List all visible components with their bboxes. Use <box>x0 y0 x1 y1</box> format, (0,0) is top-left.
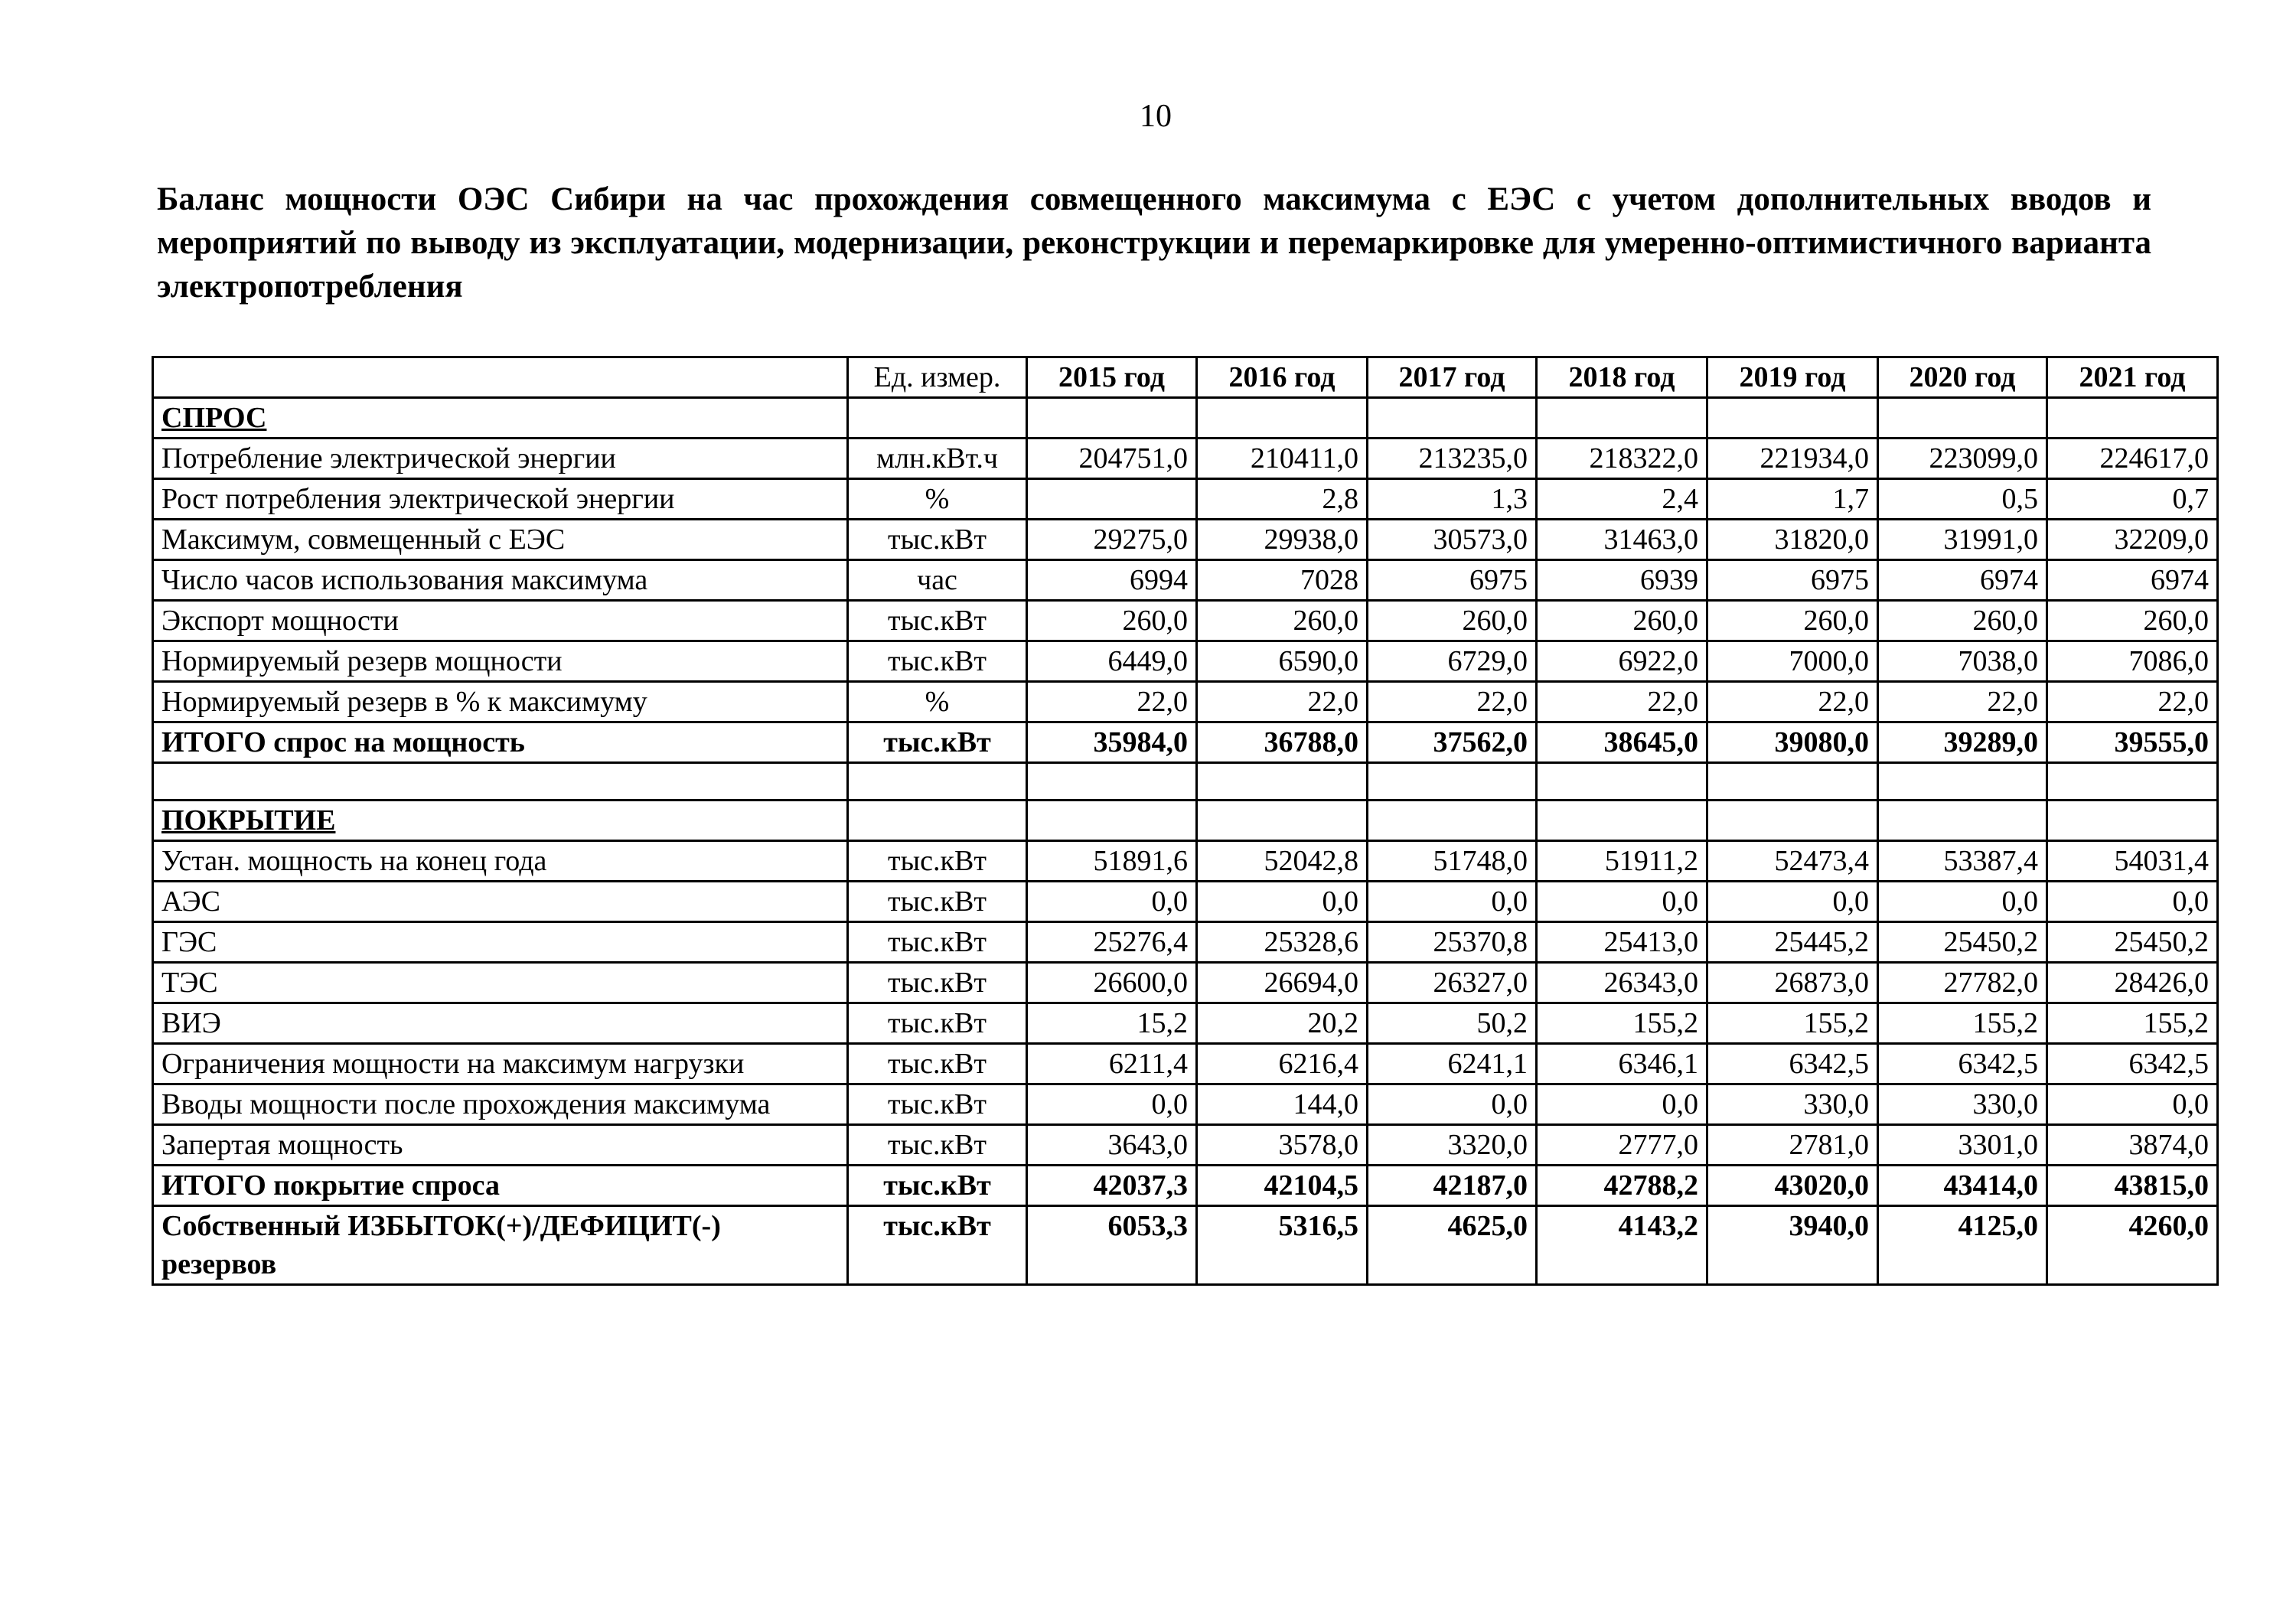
value-cell: 0,0 <box>1197 882 1368 922</box>
value-cell: 6342,5 <box>1707 1044 1878 1084</box>
table-row <box>153 882 2218 922</box>
row-label: Вводы мощности после прохождения максимума <box>153 1084 848 1125</box>
value-cell: 25413,0 <box>1537 922 1707 963</box>
value-cell: 6449,0 <box>1027 641 1197 682</box>
value-cell: 6211,4 <box>1027 1044 1197 1084</box>
value-cell: 25450,2 <box>2047 922 2218 963</box>
value-cell <box>1707 763 1878 801</box>
value-cell: 3643,0 <box>1027 1125 1197 1166</box>
row-label: Потребление электрической энергии <box>153 439 848 479</box>
value-cell: 3301,0 <box>1878 1125 2047 1166</box>
value-cell: 4260,0 <box>2047 1206 2218 1285</box>
value-cell: 6939 <box>1537 560 1707 601</box>
unit-cell: тыс.кВт <box>848 1084 1027 1125</box>
row-label <box>153 398 848 439</box>
value-cell: 6975 <box>1707 560 1878 601</box>
header-label-cell <box>153 357 848 398</box>
value-cell: 43414,0 <box>1878 1166 2047 1206</box>
row-label <box>153 763 848 801</box>
unit-cell <box>848 801 1027 841</box>
table-row <box>153 641 2218 682</box>
value-cell <box>1027 398 1197 439</box>
power-balance-table <box>152 356 2219 1286</box>
header-year-cell: 2015 год <box>1027 357 1197 398</box>
value-cell: 3874,0 <box>2047 1125 2218 1166</box>
value-cell: 7038,0 <box>1878 641 2047 682</box>
section-row <box>153 801 2218 841</box>
table-header-row <box>153 357 2218 398</box>
value-cell: 25445,2 <box>1707 922 1878 963</box>
value-cell <box>1878 763 2047 801</box>
value-cell: 38645,0 <box>1537 722 1707 763</box>
header-unit-cell: Ед. измер. <box>848 357 1027 398</box>
value-cell: 260,0 <box>1197 601 1368 641</box>
table-row <box>153 922 2218 963</box>
unit-cell: тыс.кВт <box>848 882 1027 922</box>
unit-cell: тыс.кВт <box>848 963 1027 1003</box>
value-cell: 3578,0 <box>1197 1125 1368 1166</box>
value-cell <box>1537 801 1707 841</box>
row-label: Нормируемый резерв мощности <box>153 641 848 682</box>
value-cell: 6975 <box>1368 560 1537 601</box>
row-label: Собственный ИЗБЫТОК(+)/ДЕФИЦИТ(-) резервов <box>153 1206 848 1285</box>
value-cell: 28426,0 <box>2047 963 2218 1003</box>
value-cell: 6994 <box>1027 560 1197 601</box>
unit-cell: млн.кВт.ч <box>848 439 1027 479</box>
row-label: ГЭС <box>153 922 848 963</box>
row-label <box>153 801 848 841</box>
value-cell: 6922,0 <box>1537 641 1707 682</box>
unit-cell: тыс.кВт <box>848 1166 1027 1206</box>
value-cell: 43020,0 <box>1707 1166 1878 1206</box>
value-cell <box>1197 398 1368 439</box>
row-label: Экспорт мощности <box>153 601 848 641</box>
table-row <box>153 1003 2218 1044</box>
table-row <box>153 1044 2218 1084</box>
value-cell <box>1368 398 1537 439</box>
section-title: СПРОС <box>161 402 267 434</box>
value-cell <box>1027 479 1197 520</box>
value-cell: 37562,0 <box>1368 722 1537 763</box>
table-row <box>153 841 2218 882</box>
page-number: 10 <box>1140 99 1172 134</box>
value-cell: 155,2 <box>1878 1003 2047 1044</box>
value-cell: 2781,0 <box>1707 1125 1878 1166</box>
unit-cell: тыс.кВт <box>848 722 1027 763</box>
value-cell: 155,2 <box>1537 1003 1707 1044</box>
value-cell: 22,0 <box>1368 682 1537 722</box>
value-cell: 25276,4 <box>1027 922 1197 963</box>
value-cell: 42104,5 <box>1197 1166 1368 1206</box>
row-label: Максимум, совмещенный с ЕЭС <box>153 520 848 560</box>
table-row <box>153 1084 2218 1125</box>
value-cell <box>1878 398 2047 439</box>
value-cell: 22,0 <box>1707 682 1878 722</box>
value-cell: 260,0 <box>1368 601 1537 641</box>
value-cell: 22,0 <box>2047 682 2218 722</box>
row-label: ТЭС <box>153 963 848 1003</box>
value-cell: 0,0 <box>1878 882 2047 922</box>
value-cell: 52473,4 <box>1707 841 1878 882</box>
value-cell: 39080,0 <box>1707 722 1878 763</box>
value-cell: 4143,2 <box>1537 1206 1707 1285</box>
header-year-cell: 2018 год <box>1537 357 1707 398</box>
value-cell: 6974 <box>2047 560 2218 601</box>
value-cell: 0,0 <box>2047 1084 2218 1125</box>
unit-cell: тыс.кВт <box>848 520 1027 560</box>
header-year-cell: 2020 год <box>1878 357 2047 398</box>
value-cell: 221934,0 <box>1707 439 1878 479</box>
value-cell: 260,0 <box>1878 601 2047 641</box>
header-year-cell: 2021 год <box>2047 357 2218 398</box>
value-cell <box>1027 763 1197 801</box>
value-cell: 51748,0 <box>1368 841 1537 882</box>
value-cell: 4125,0 <box>1878 1206 2047 1285</box>
value-cell: 6216,4 <box>1197 1044 1368 1084</box>
value-cell: 39555,0 <box>2047 722 2218 763</box>
table-row <box>153 601 2218 641</box>
header-year-cell: 2017 год <box>1368 357 1537 398</box>
value-cell <box>1368 763 1537 801</box>
value-cell: 6346,1 <box>1537 1044 1707 1084</box>
value-cell: 22,0 <box>1027 682 1197 722</box>
value-cell: 6342,5 <box>1878 1044 2047 1084</box>
value-cell: 5316,5 <box>1197 1206 1368 1285</box>
value-cell: 260,0 <box>1707 601 1878 641</box>
row-label: Число часов использования максимума <box>153 560 848 601</box>
row-label: ВИЭ <box>153 1003 848 1044</box>
value-cell: 330,0 <box>1707 1084 1878 1125</box>
unit-cell: тыс.кВт <box>848 841 1027 882</box>
unit-cell: тыс.кВт <box>848 1206 1027 1285</box>
value-cell: 6974 <box>1878 560 2047 601</box>
value-cell: 26600,0 <box>1027 963 1197 1003</box>
value-cell: 224617,0 <box>2047 439 2218 479</box>
value-cell: 1,3 <box>1368 479 1537 520</box>
value-cell: 20,2 <box>1197 1003 1368 1044</box>
value-cell: 42788,2 <box>1537 1166 1707 1206</box>
table-row <box>153 439 2218 479</box>
value-cell: 0,7 <box>2047 479 2218 520</box>
value-cell: 29275,0 <box>1027 520 1197 560</box>
unit-cell <box>848 763 1027 801</box>
value-cell: 6053,3 <box>1027 1206 1197 1285</box>
value-cell: 27782,0 <box>1878 963 2047 1003</box>
value-cell: 0,0 <box>1707 882 1878 922</box>
value-cell <box>2047 763 2218 801</box>
table-row <box>153 963 2218 1003</box>
total-row <box>153 1166 2218 1206</box>
header-year-cell: 2019 год <box>1707 357 1878 398</box>
value-cell: 32209,0 <box>2047 520 2218 560</box>
value-cell: 223099,0 <box>1878 439 2047 479</box>
value-cell: 42037,3 <box>1027 1166 1197 1206</box>
value-cell: 0,0 <box>1027 882 1197 922</box>
value-cell: 30573,0 <box>1368 520 1537 560</box>
value-cell <box>1537 398 1707 439</box>
value-cell: 26694,0 <box>1197 963 1368 1003</box>
value-cell: 204751,0 <box>1027 439 1197 479</box>
row-label: Рост потребления электрической энергии <box>153 479 848 520</box>
value-cell: 155,2 <box>1707 1003 1878 1044</box>
value-cell: 51891,6 <box>1027 841 1197 882</box>
total-row <box>153 1206 2218 1285</box>
value-cell <box>1707 801 1878 841</box>
value-cell: 260,0 <box>1027 601 1197 641</box>
value-cell <box>1368 801 1537 841</box>
value-cell: 210411,0 <box>1197 439 1368 479</box>
value-cell: 54031,4 <box>2047 841 2218 882</box>
value-cell: 31991,0 <box>1878 520 2047 560</box>
value-cell: 4625,0 <box>1368 1206 1537 1285</box>
value-cell: 155,2 <box>2047 1003 2218 1044</box>
value-cell: 51911,2 <box>1537 841 1707 882</box>
value-cell: 3320,0 <box>1368 1125 1537 1166</box>
value-cell: 6590,0 <box>1197 641 1368 682</box>
row-label: ИТОГО покрытие спроса <box>153 1166 848 1206</box>
value-cell: 50,2 <box>1368 1003 1537 1044</box>
table-row <box>153 479 2218 520</box>
document-title: Баланс мощности ОЭС Сибири на час прохождения совмещенного максимума с ЕЭС с учетом дополнительных вводов и мероприятий по выводу из эксплуатации, модернизации, реконструкции и перемаркировке для умеренно-оптимистичного варианта электропотребления <box>157 181 2151 305</box>
value-cell <box>1197 801 1368 841</box>
table-row <box>153 520 2218 560</box>
unit-cell: тыс.кВт <box>848 1125 1027 1166</box>
value-cell: 144,0 <box>1197 1084 1368 1125</box>
value-cell: 42187,0 <box>1368 1166 1537 1206</box>
value-cell: 2777,0 <box>1537 1125 1707 1166</box>
value-cell: 330,0 <box>1878 1084 2047 1125</box>
value-cell: 213235,0 <box>1368 439 1537 479</box>
value-cell: 31463,0 <box>1537 520 1707 560</box>
table-row <box>153 560 2218 601</box>
value-cell: 22,0 <box>1537 682 1707 722</box>
unit-cell: тыс.кВт <box>848 922 1027 963</box>
value-cell: 22,0 <box>1878 682 2047 722</box>
blank-row <box>153 763 2218 801</box>
value-cell: 36788,0 <box>1197 722 1368 763</box>
value-cell <box>1878 801 2047 841</box>
value-cell: 0,5 <box>1878 479 2047 520</box>
row-label: Устан. мощность на конец года <box>153 841 848 882</box>
value-cell: 0,0 <box>1368 1084 1537 1125</box>
unit-cell: тыс.кВт <box>848 641 1027 682</box>
value-cell: 6342,5 <box>2047 1044 2218 1084</box>
unit-cell: час <box>848 560 1027 601</box>
value-cell <box>1027 801 1197 841</box>
row-label: Ограничения мощности на максимум нагрузки <box>153 1044 848 1084</box>
value-cell: 7028 <box>1197 560 1368 601</box>
row-label: Запертая мощность <box>153 1125 848 1166</box>
value-cell: 39289,0 <box>1878 722 2047 763</box>
value-cell: 6729,0 <box>1368 641 1537 682</box>
value-cell: 52042,8 <box>1197 841 1368 882</box>
value-cell: 2,4 <box>1537 479 1707 520</box>
value-cell: 260,0 <box>1537 601 1707 641</box>
value-cell: 1,7 <box>1707 479 1878 520</box>
value-cell: 218322,0 <box>1537 439 1707 479</box>
value-cell: 7086,0 <box>2047 641 2218 682</box>
value-cell: 53387,4 <box>1878 841 2047 882</box>
value-cell <box>2047 801 2218 841</box>
value-cell: 2,8 <box>1197 479 1368 520</box>
row-label: Нормируемый резерв в % к максимуму <box>153 682 848 722</box>
row-label: ИТОГО спрос на мощность <box>153 722 848 763</box>
value-cell <box>1537 763 1707 801</box>
value-cell: 26343,0 <box>1537 963 1707 1003</box>
header-year-cell: 2016 год <box>1197 357 1368 398</box>
value-cell: 260,0 <box>2047 601 2218 641</box>
value-cell: 0,0 <box>2047 882 2218 922</box>
unit-cell: тыс.кВт <box>848 601 1027 641</box>
value-cell: 22,0 <box>1197 682 1368 722</box>
section-title: ПОКРЫТИЕ <box>161 804 336 836</box>
value-cell: 26327,0 <box>1368 963 1537 1003</box>
value-cell <box>2047 398 2218 439</box>
value-cell: 0,0 <box>1537 882 1707 922</box>
value-cell: 0,0 <box>1368 882 1537 922</box>
value-cell: 0,0 <box>1537 1084 1707 1125</box>
value-cell: 29938,0 <box>1197 520 1368 560</box>
value-cell: 26873,0 <box>1707 963 1878 1003</box>
unit-cell: тыс.кВт <box>848 1003 1027 1044</box>
unit-cell: % <box>848 682 1027 722</box>
value-cell: 25370,8 <box>1368 922 1537 963</box>
total-row <box>153 722 2218 763</box>
value-cell <box>1197 763 1368 801</box>
row-label: АЭС <box>153 882 848 922</box>
value-cell: 35984,0 <box>1027 722 1197 763</box>
value-cell: 6241,1 <box>1368 1044 1537 1084</box>
value-cell: 7000,0 <box>1707 641 1878 682</box>
table-row <box>153 1125 2218 1166</box>
value-cell: 15,2 <box>1027 1003 1197 1044</box>
value-cell <box>1707 398 1878 439</box>
table-row <box>153 682 2218 722</box>
unit-cell <box>848 398 1027 439</box>
section-row <box>153 398 2218 439</box>
unit-cell: % <box>848 479 1027 520</box>
value-cell: 25450,2 <box>1878 922 2047 963</box>
value-cell: 31820,0 <box>1707 520 1878 560</box>
unit-cell: тыс.кВт <box>848 1044 1027 1084</box>
value-cell: 25328,6 <box>1197 922 1368 963</box>
value-cell: 43815,0 <box>2047 1166 2218 1206</box>
value-cell: 3940,0 <box>1707 1206 1878 1285</box>
value-cell: 0,0 <box>1027 1084 1197 1125</box>
